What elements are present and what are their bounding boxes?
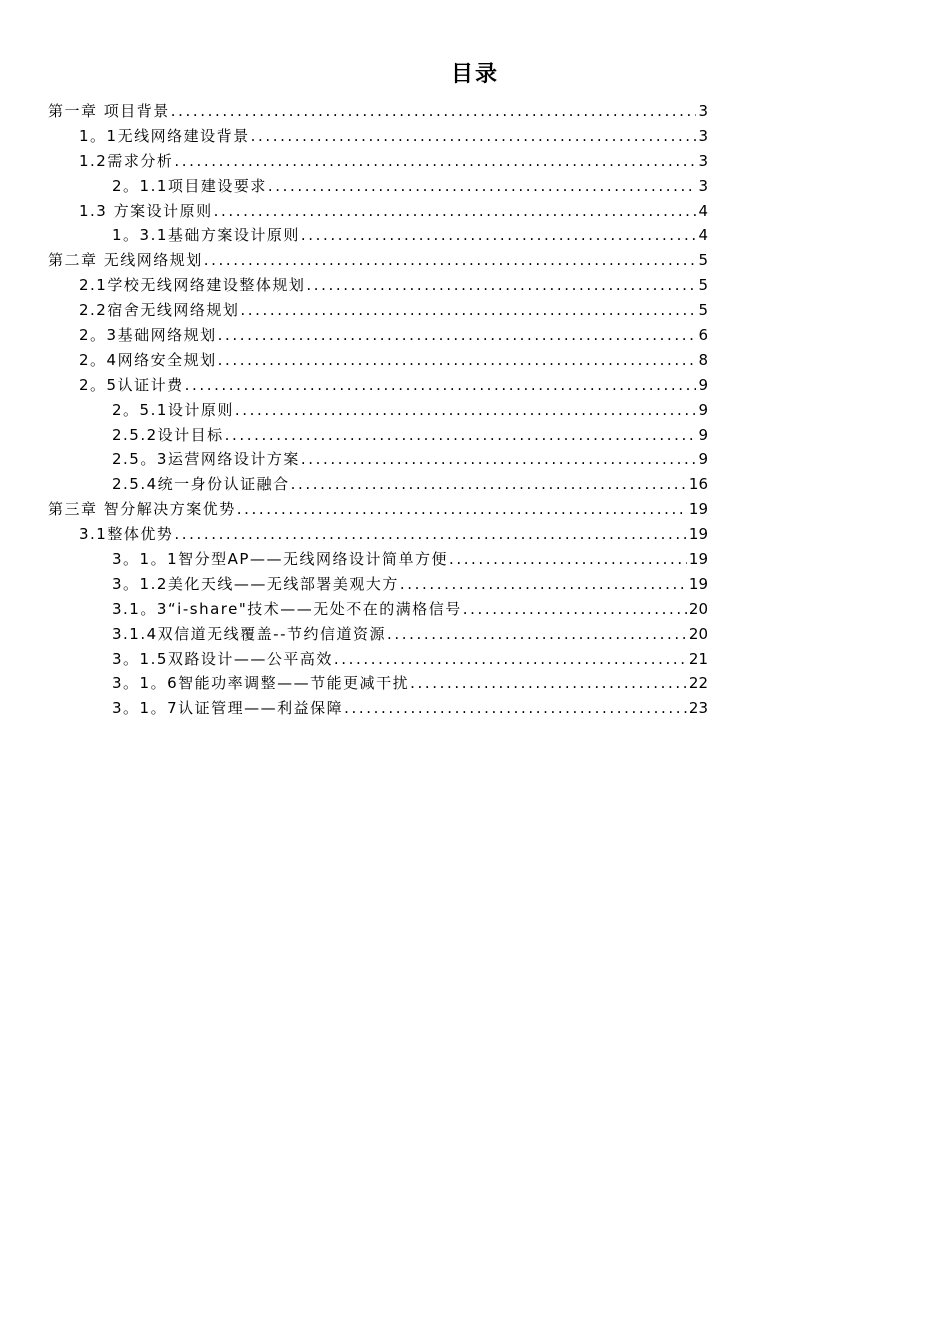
dot-leader [218, 323, 697, 348]
toc-entry[interactable] [48, 174, 708, 199]
toc-entry-label: 1.2需求分析 [79, 151, 174, 170]
dot-leader [237, 497, 687, 522]
toc-entry-page-number: 8 [698, 350, 708, 369]
dot-leader [449, 547, 687, 572]
toc-entry-page-number: 5 [698, 251, 708, 270]
toc-entry-label: 2。3基础网络规划 [79, 326, 217, 345]
toc-entry-page-number: 4 [698, 201, 708, 220]
toc-entry[interactable] [48, 447, 708, 472]
toc-entry-label: 3。1.5双路设计——公平高效 [112, 649, 333, 668]
dot-leader [387, 622, 687, 647]
toc-entry[interactable] [48, 124, 708, 149]
dot-leader [301, 223, 697, 248]
toc-entry-page-number: 5 [698, 301, 708, 320]
toc-entry-page-number: 5 [698, 276, 708, 295]
dot-leader [171, 99, 697, 124]
toc-entry[interactable] [48, 149, 708, 174]
toc-entry-page-number: 16 [688, 475, 708, 494]
toc-entry-label: 2.5.4统一身份认证融合 [112, 475, 290, 494]
toc-entry-page-number: 3 [698, 176, 708, 195]
dot-leader [218, 348, 697, 373]
toc-entry-label: 2.5。3运营网络设计方案 [112, 450, 300, 469]
dot-leader [344, 696, 687, 721]
toc-entry-page-number: 19 [688, 574, 708, 593]
toc-entry-label: 2.5.2设计目标 [112, 425, 224, 444]
toc-entry[interactable] [48, 572, 708, 597]
dot-leader [251, 124, 697, 149]
toc-entry[interactable] [48, 323, 708, 348]
dot-leader [463, 597, 687, 622]
toc-title: 目录 [450, 62, 499, 87]
dot-leader [268, 174, 697, 199]
toc-entry-page-number: 9 [698, 400, 708, 419]
toc-entry[interactable] [48, 398, 708, 423]
toc-entry-label: 2.1学校无线网络建设整体规划 [79, 276, 306, 295]
toc-entry-label: 2。5认证计费 [79, 375, 184, 394]
toc-entry[interactable] [48, 497, 708, 522]
dot-leader [235, 398, 697, 423]
toc-entry[interactable] [48, 696, 708, 721]
toc-entry-page-number: 4 [698, 226, 708, 245]
toc-entry[interactable] [48, 472, 708, 497]
toc-entry-label: 3。1。7认证管理——利益保障 [112, 699, 344, 718]
dot-leader [185, 373, 697, 398]
toc-entry-page-number: 3 [698, 151, 708, 170]
toc-entry-label: 2。4网络安全规划 [79, 350, 217, 369]
dot-leader [334, 647, 687, 672]
dot-leader [291, 472, 687, 497]
dot-leader [410, 671, 687, 696]
toc-entry-label: 第二章 无线网络规划 [48, 251, 203, 270]
toc-entry[interactable] [48, 223, 708, 248]
dot-leader [174, 149, 696, 174]
toc-entry[interactable] [48, 597, 708, 622]
toc-entry-label: 3。1。6智能功率调整——节能更减干扰 [112, 674, 410, 693]
toc-entry[interactable] [48, 423, 708, 448]
toc-entry-page-number: 19 [688, 500, 708, 519]
dot-leader [240, 298, 696, 323]
toc-entry-page-number: 9 [698, 375, 708, 394]
toc-entry-page-number: 19 [688, 550, 708, 569]
toc-entry[interactable] [48, 547, 708, 572]
toc-entry-page-number: 22 [688, 674, 708, 693]
toc-entry[interactable] [48, 99, 708, 124]
toc-entry[interactable] [48, 273, 708, 298]
toc-entry-page-number: 21 [688, 649, 708, 668]
toc-entry-page-number: 9 [698, 450, 708, 469]
toc-entry[interactable] [48, 348, 708, 373]
toc-entry[interactable] [48, 373, 708, 398]
toc-entry[interactable] [48, 248, 708, 273]
toc-entry-page-number: 3 [698, 102, 708, 120]
toc-entry-label: 3。1。1智分型AP——无线网络设计简单方便 [112, 550, 448, 569]
toc-entry[interactable] [48, 647, 708, 672]
toc-entry-label: 1.3 方案设计原则 [79, 201, 213, 220]
toc-entry-page-number: 9 [698, 425, 708, 444]
dot-leader [204, 248, 697, 273]
toc-entry-label: 2。1.1项目建设要求 [112, 176, 267, 195]
dot-leader [174, 522, 687, 547]
toc-entry-label: 3.1整体优势 [79, 525, 174, 544]
toc-entry-page-number: 20 [688, 624, 708, 643]
toc-entry-page-number: 19 [688, 525, 708, 544]
dot-leader [214, 199, 697, 224]
toc-entry-page-number: 6 [698, 326, 708, 345]
toc-entry-page-number: 23 [688, 699, 708, 718]
toc-entry[interactable] [48, 298, 708, 323]
toc-entry[interactable] [48, 671, 708, 696]
toc-entry-label: 2。5.1设计原则 [112, 400, 234, 419]
toc-entry[interactable] [48, 622, 708, 647]
toc-entry-label: 第一章 项目背景 [48, 102, 170, 120]
toc-entry-label: 第三章 智分解决方案优势 [48, 500, 236, 519]
dot-leader [400, 572, 687, 597]
dot-leader [225, 423, 697, 448]
toc-entry-label: 3。1.2美化天线——无线部署美观大方 [112, 574, 399, 593]
toc-entry-label: 2.2宿舍无线网络规划 [79, 301, 240, 320]
toc-entry-label: 1。3.1基础方案设计原则 [112, 226, 300, 245]
toc-entry-label: 3.1.4双信道无线覆盖--节约信道资源 [112, 624, 386, 643]
toc-entry-label: 1。1无线网络建设背景 [79, 126, 250, 145]
toc-entry[interactable] [48, 522, 708, 547]
toc-entry-page-number: 3 [698, 126, 708, 145]
toc-entry-page-number: 20 [688, 599, 708, 618]
toc-entry[interactable] [48, 199, 708, 224]
toc-entry-label: 3.1。3“i-share"技术——无处不在的满格信号 [112, 599, 462, 618]
dot-leader [306, 273, 696, 298]
table-of-contents [48, 99, 708, 721]
dot-leader [301, 447, 697, 472]
